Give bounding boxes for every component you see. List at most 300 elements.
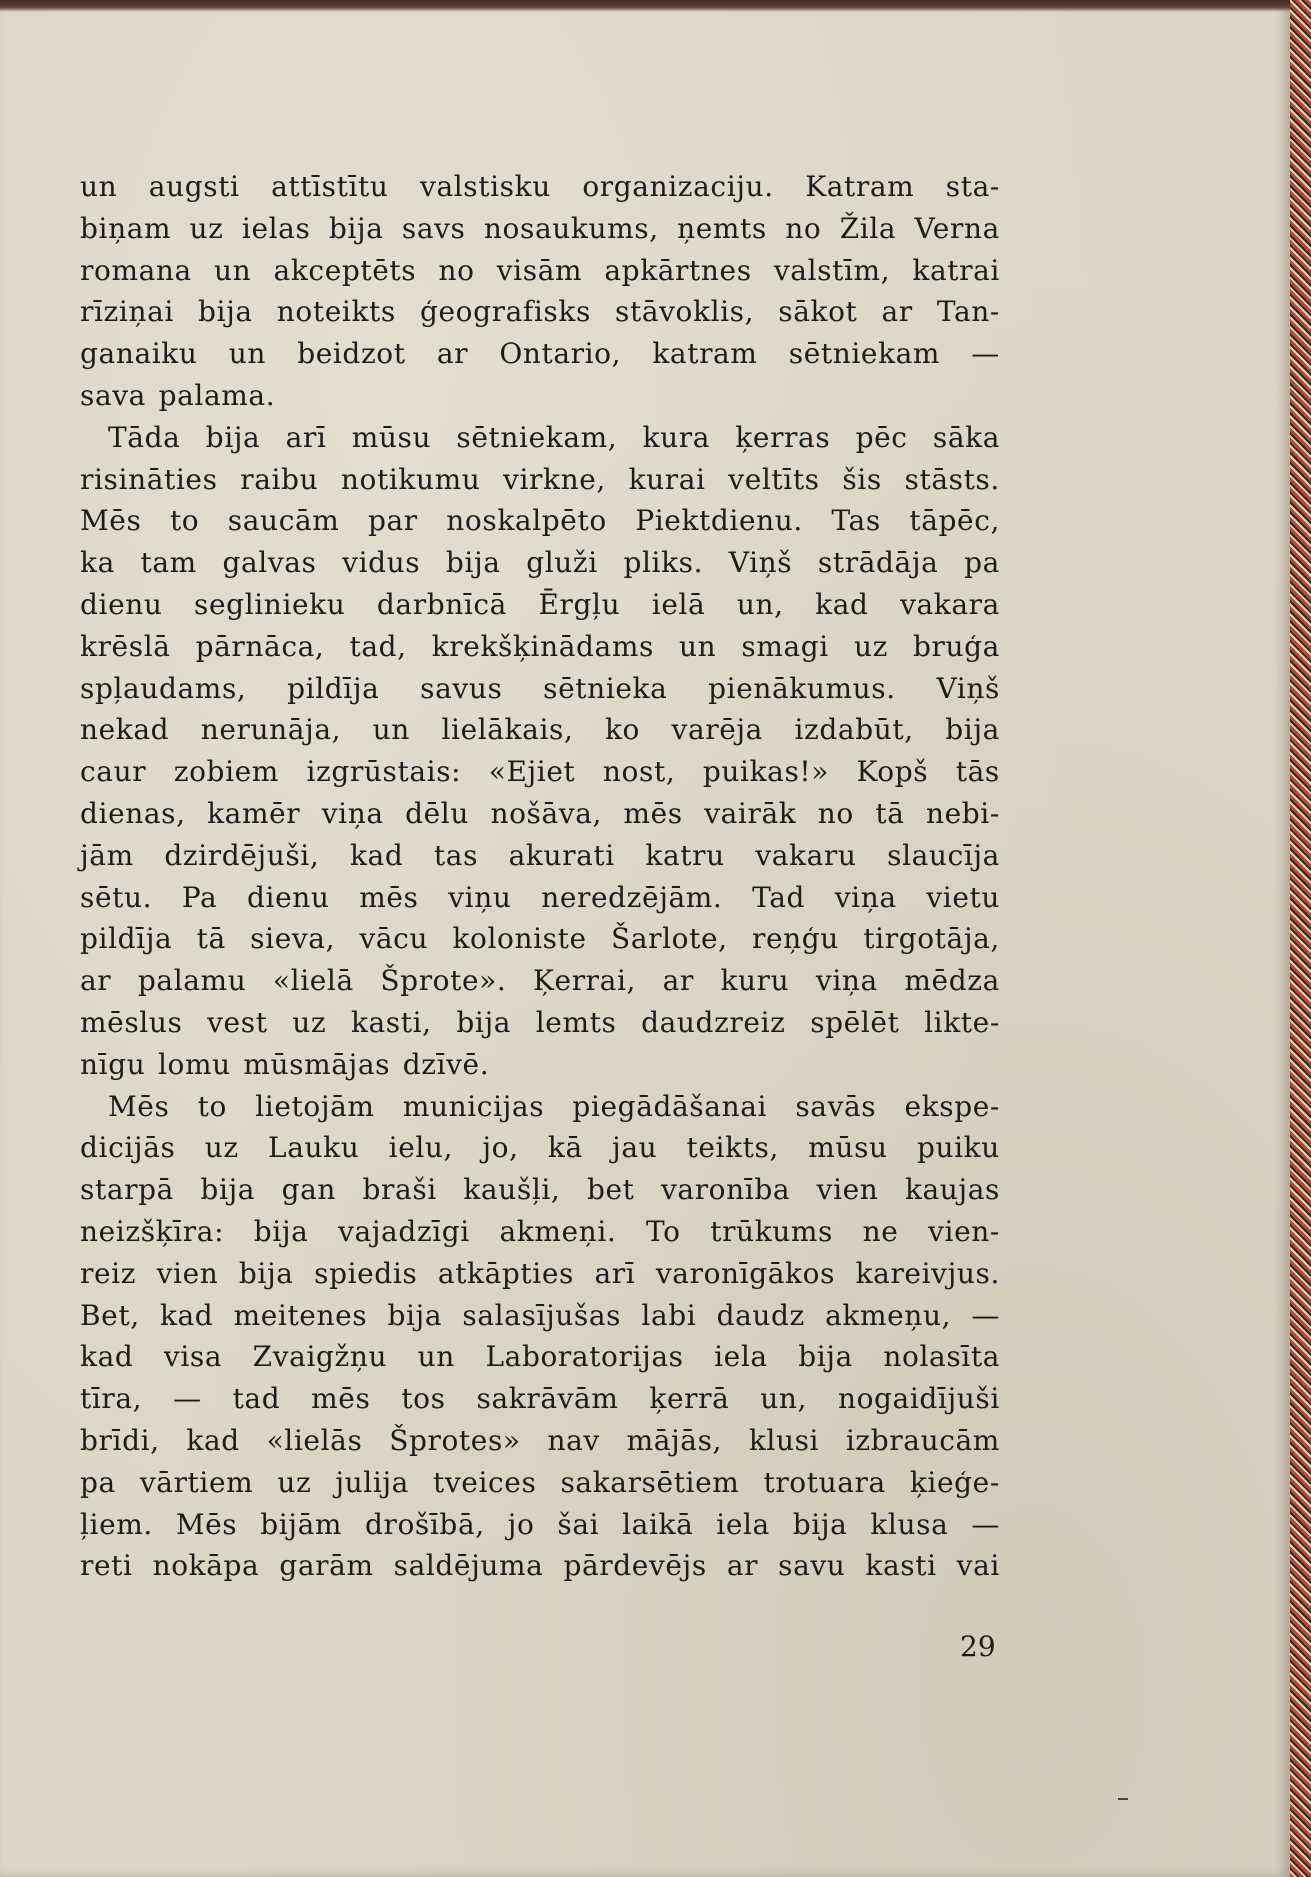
text-line [80,291,1000,333]
word: smagi [741,629,829,663]
word: reti [80,1549,133,1583]
word: vakaru [755,838,857,872]
word: vidus [342,546,421,580]
word: jo [507,1507,535,1541]
word: laikā [622,1507,694,1541]
word: no [438,253,475,287]
word: virkne, [503,462,606,496]
word: tveices [433,1465,537,1499]
word: vācu [359,922,429,956]
word: ķerras [735,420,831,454]
word: palama. [158,378,276,412]
word: un [228,337,266,371]
word: ar [436,337,469,371]
word: bija [253,1214,309,1248]
word: ar [881,295,913,329]
word: jo, [482,1131,519,1165]
word: pildīja [80,922,173,956]
word: šai [557,1507,600,1541]
text-line [80,793,1000,835]
word: krēslā [80,629,171,663]
text-line [80,835,1000,877]
word: kad [159,1298,214,1332]
word: Katram [805,170,915,203]
word: Mēs [175,1507,238,1541]
word: stāsts. [904,462,1000,496]
word: galvas [222,546,317,580]
word: ķieģe- [909,1465,1000,1499]
text-line [80,375,1000,417]
word: pārdevējs [563,1549,707,1583]
word: notikumu [340,462,481,496]
word: bija [945,713,1000,747]
word: vajadzīgi [338,1214,470,1248]
word: sētu. [80,880,153,914]
word: biņam [80,211,172,245]
word: bija [328,211,384,245]
text-line [80,1336,1000,1378]
word: iela [716,1507,770,1541]
word: izdabūt, [794,713,914,747]
text-line [80,1002,1000,1044]
text-line [80,918,1000,960]
word: tad, [349,629,407,663]
word: akmeņi. [499,1214,617,1248]
word: viņa [834,880,897,914]
word: pildīja [287,671,380,705]
word: ņemts [677,211,767,245]
word: mūsu [808,1131,888,1165]
word: stāvoklis, [615,295,755,329]
word: vai [956,1549,1000,1583]
page-top-edge [0,0,1311,12]
word: Žila [839,211,897,245]
text-line [80,250,1000,292]
word: vest [207,1005,268,1039]
word: kareivjus. [855,1256,1000,1290]
word: mūsu [351,420,432,454]
word: brīdi, [80,1423,160,1457]
text-line [80,333,1000,375]
word: nav [547,1423,600,1457]
text-line [80,500,1000,542]
word: izgrūstais: [306,755,462,789]
word: ar [726,1549,759,1583]
word: strādāja [817,546,939,580]
word: saldējuma [393,1549,544,1583]
word: Tas [831,504,881,538]
word: arī [594,1256,636,1290]
word: bija [238,1256,294,1290]
word: tās [955,755,1000,789]
word: attīstītu [271,170,389,203]
word: atkāpties [437,1256,574,1290]
word: ģeografisks [419,295,591,329]
word: pārnāca, [195,629,325,663]
word: Ontario, [499,337,622,371]
word: daudz [716,1298,805,1332]
word: ļiem. [80,1507,153,1541]
word: Kopš [856,755,929,789]
word: kad [349,838,404,872]
text-line [80,1211,1000,1253]
word: bija [200,1173,256,1207]
word: sētnieka [543,671,668,705]
word: no [785,211,822,245]
text-line [80,960,1000,1002]
word: viņu [448,880,512,914]
word: Lauku [268,1131,360,1165]
word: labi [641,1298,697,1332]
word: ganaiku [80,337,198,371]
word: un [417,1340,455,1374]
word: Laboratorijas [485,1340,684,1374]
word: Ērgļu [538,587,621,621]
word: akceptēts [273,253,417,287]
word: municijas [402,1089,545,1123]
word: varonība [660,1173,791,1207]
word: tas [433,838,479,872]
word: raibu [240,462,319,496]
word: neizšķīra: [80,1214,225,1248]
word: Zvaigžņu [252,1340,388,1374]
print-mark [1118,1798,1128,1800]
word: mēs [311,1382,371,1416]
word: uz [204,1131,239,1165]
word: tā [196,922,226,956]
word: pa [80,1465,116,1499]
word: to [169,504,200,538]
word: Šarlote, [611,922,728,956]
word: sētniekam [788,337,941,371]
word: uz [853,629,888,663]
word: Šprotes» [389,1423,521,1457]
word: sakarsētiem [560,1465,740,1499]
word: Piektdienu. [635,504,803,538]
word: bija [792,1507,848,1541]
word: uz [189,211,224,245]
word: neredzējām. [541,880,723,914]
word: bruģa [913,629,1000,663]
word: Tan- [936,295,1000,329]
word: bija [798,1340,853,1374]
word: krekšķinādams [431,629,654,663]
word: daudzreiz [641,1005,786,1039]
word: noteikts [276,295,396,329]
word: pēc [855,420,908,454]
word: nošāva, [490,796,603,830]
text-line [80,542,1000,584]
text-line [80,459,1000,501]
word: varēja [671,713,763,747]
word: visa [163,1340,223,1374]
word: varonīgākos [655,1256,836,1290]
word: To [646,1214,681,1248]
text-line [80,709,1000,751]
word: to [197,1089,227,1123]
word: mēs [359,880,419,914]
word: bet [586,1173,635,1207]
word: kuru [720,964,790,998]
word: nogaidījuši [837,1382,1000,1416]
word: mēs [623,796,683,830]
word: nekad [80,713,170,747]
book-cover-edge [1290,0,1311,1877]
word: ar [80,964,112,998]
word: gan [281,1173,337,1207]
word: uz [292,1005,327,1039]
word: dzīvē. [402,1047,490,1081]
word: lemts [535,1005,617,1039]
text-line [80,668,1000,710]
word: trotuara [763,1465,886,1499]
word: augsti [148,170,240,203]
word: apkārtnes [604,253,752,287]
word: šis [842,462,882,496]
word: bija [387,1298,443,1332]
word: ne [862,1214,899,1248]
word: sakrāvām [476,1382,619,1416]
word: — [971,1507,1000,1541]
word: valstīm, [773,253,891,287]
text-line [80,166,1000,208]
word: spēlēt [810,1005,900,1039]
text-line [80,1127,1000,1169]
word: vien [816,1173,879,1207]
word: bija [456,1005,512,1039]
word: bija [198,295,253,329]
word: tā [875,796,905,830]
word: dienas, [80,796,186,830]
word: ielā [651,587,706,621]
word: ielas [241,211,311,245]
word: no [817,796,854,830]
word: Mēs [80,504,142,538]
word: dicijās [80,1131,176,1165]
word: akurati [508,838,615,872]
word: koloniste [452,922,587,956]
word: un, [736,587,784,621]
word: — [971,1298,1000,1332]
word: ka [80,546,115,580]
word: — [971,337,1000,371]
text-line [80,1504,1000,1546]
word: dēlu [405,796,469,830]
word: sākot [778,295,858,329]
word: vārtiem [139,1465,254,1499]
word: piegādāšanai [572,1089,768,1123]
word: puiku [916,1131,1000,1165]
word: ko [604,713,641,747]
word: ķerrā [649,1382,730,1416]
word: kā [547,1131,583,1165]
word: savus [420,671,503,705]
word: spļaudams, [80,671,247,705]
text-line [80,1295,1000,1337]
word: Viņš [936,671,1000,705]
word: meitenes [233,1298,368,1332]
word: dzirdējuši, [164,838,320,872]
word: reņģu [752,922,839,956]
word: akmeņu, [825,1298,952,1332]
text-line [80,1545,1000,1587]
word: pliks. [623,546,704,580]
word: lomu [157,1047,231,1081]
word: drošībā, [364,1507,485,1541]
word: dienu [247,880,330,914]
word: valstisku [420,170,551,203]
word: noskalpēto [446,504,607,538]
word: tīra, [80,1382,143,1416]
word: Viņš [728,546,793,580]
word: viņa [815,964,878,998]
word: savu [778,1549,846,1583]
word: vairāk [704,796,797,830]
word: slaucīja [887,838,1000,872]
word: caur [80,755,147,789]
word: starpā [80,1173,174,1207]
word: sētniekam, [456,420,618,454]
word: jau [612,1131,658,1165]
word: beidzot [297,337,406,371]
word: nīgu [80,1047,146,1081]
text-line [80,751,1000,793]
word: Šprote». [380,964,507,998]
word: pa [964,546,1000,580]
word: un [214,253,252,287]
word: seglinieku [194,587,346,621]
word: trūkums [710,1214,834,1248]
word: mūsmājas [243,1047,391,1081]
word: ar [662,964,694,998]
word: klusa [870,1507,949,1541]
word: kad [815,587,869,621]
text-line [80,877,1000,919]
word: Verna [914,211,1000,245]
word: iela [714,1340,768,1374]
text-line [80,208,1000,250]
word: bijām [260,1507,343,1541]
word: Mēs [108,1089,170,1123]
word: kaujas [904,1173,1000,1207]
word: likte- [924,1005,1000,1039]
text-line [80,1462,1000,1504]
word: vien [156,1256,219,1290]
word: savs [401,211,466,245]
word: viņa [321,796,384,830]
word: palamu [137,964,247,998]
word: «lielā [272,964,354,998]
word: lielākais, [441,713,574,747]
word: «Ejiet [488,755,576,789]
word: jām [80,838,134,872]
word: puikas!» [702,755,829,789]
word: kurai [628,462,706,496]
word: mājās, [626,1423,723,1457]
word: kasti, [350,1005,432,1039]
word: Pa [181,880,218,914]
word: kura [642,420,711,454]
word: un [679,629,717,663]
word: risināties [80,462,218,496]
word: dienu [80,587,163,621]
word: vakara [900,587,1000,621]
word: mēslus [80,1005,183,1039]
word: un [80,170,118,203]
word: zobiem [173,755,279,789]
word: nosaukums, [483,211,659,245]
word: un, [760,1382,808,1416]
body-text [80,166,1000,1587]
word: romana [80,253,192,287]
word: vietu [926,880,1000,914]
word: saucām [227,504,340,538]
word: Tāda [108,420,181,454]
word: katram [652,337,758,371]
word: tam [140,546,197,580]
word: tos [401,1382,446,1416]
word: Ķerrai, [533,964,637,998]
text-line [80,1044,1000,1086]
word: sava [80,378,146,412]
word: nokāpa [152,1549,260,1583]
word: kasti [865,1549,937,1583]
word: sieva, [250,922,336,956]
word: bija [445,546,501,580]
word: garām [279,1549,374,1583]
word: nost, [602,755,676,789]
word: veltīts [728,462,820,496]
word: rīziņai [80,295,174,329]
text-line [80,584,1000,626]
word: nebi- [925,796,1000,830]
word: sta- [945,170,1000,203]
word: gluži [526,546,598,580]
word: darbnīcā [376,587,507,621]
word: — [173,1382,202,1416]
word: katrai [912,253,1000,287]
word: ielu, [388,1131,454,1165]
text-line [80,1086,1000,1128]
word: reiz [80,1256,137,1290]
word: arī [285,420,327,454]
word: bija [205,420,261,454]
word: braši [362,1173,437,1207]
word: julija [335,1465,409,1499]
word: Tad [752,880,806,914]
word: visām [496,253,583,287]
word: katru [645,838,725,872]
text-line [80,1378,1000,1420]
word: kad [186,1423,240,1457]
word: mēdza [904,964,1000,998]
word: kad [80,1340,134,1374]
word: ekspe- [904,1089,1000,1123]
word: pienākumus. [708,671,896,705]
page-number: 29 [960,1630,996,1663]
text-line [80,1253,1000,1295]
word: savās [795,1089,877,1123]
word: un [372,713,410,747]
word: spiedis [314,1256,418,1290]
word: izbraucām [845,1423,1000,1457]
word: nolasīta [883,1340,1000,1374]
word: teikts, [686,1131,779,1165]
text-line [80,626,1000,668]
word: kamēr [207,796,301,830]
text-line [80,1420,1000,1462]
word: nerunāja, [200,713,342,747]
